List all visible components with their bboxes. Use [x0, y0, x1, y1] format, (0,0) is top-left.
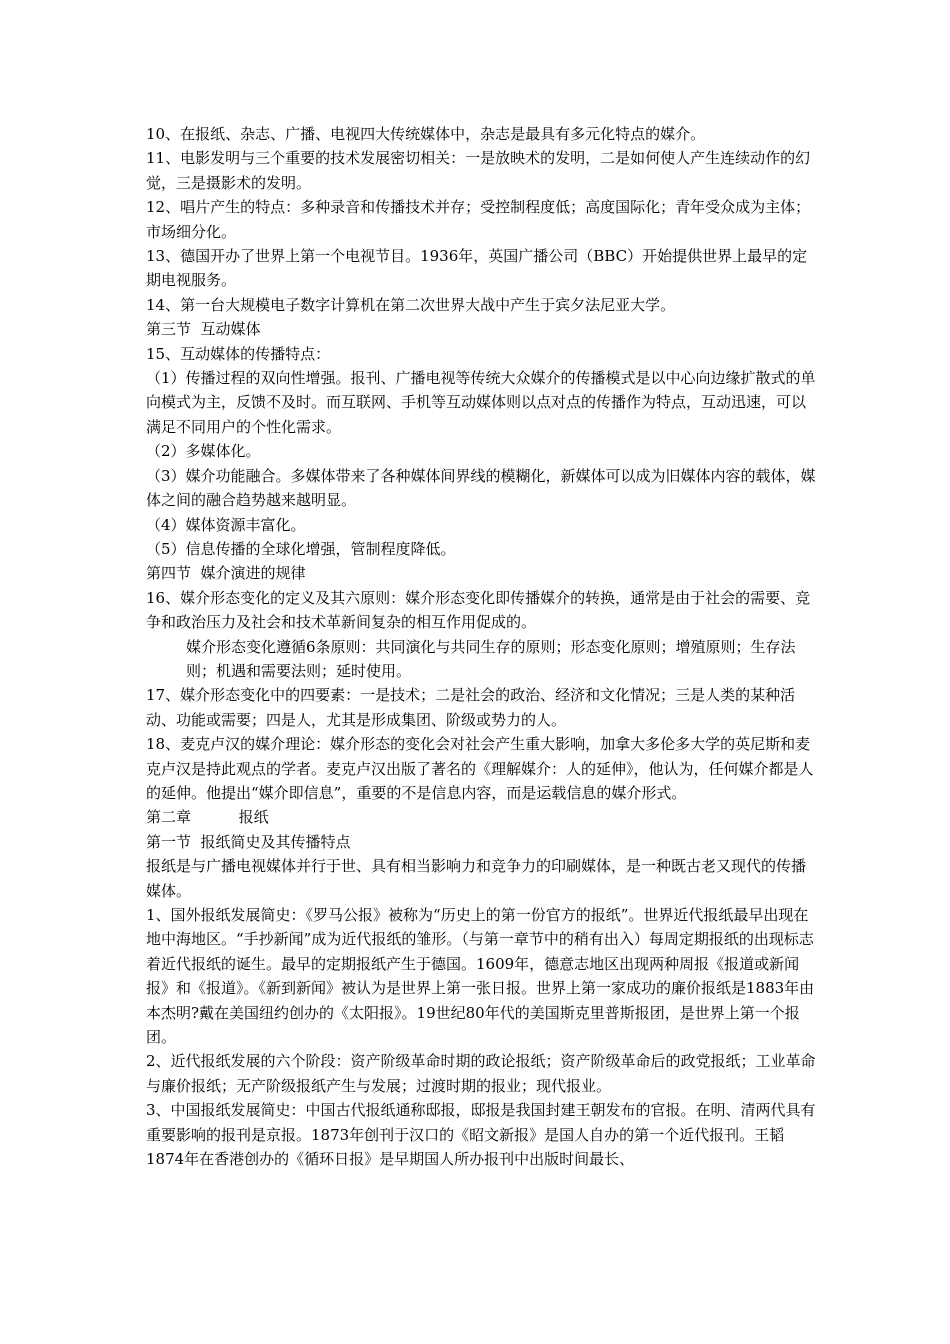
- paragraph: 2、近代报纸发展的六个阶段：资产阶级革命时期的政论报纸；资产阶级革命后的政党报纸；工业革命与廉价报纸；无产阶级报纸产生与发展；过渡时期的报业；现代报业。: [146, 1052, 816, 1095]
- section-heading: 第三节 互动媒体: [146, 320, 261, 339]
- paragraph: 15、互动媒体的传播特点：: [146, 344, 331, 363]
- paragraph: 1、国外报纸发展简史：《罗马公报》被称为“历史上的第一份官方的报纸”。世界近代报纸最早出现在地中海地区。“手抄新闻”成为近代报纸的雏形。（与第一章节中的稍有出入）每周定期报纸的出现标志着近代报纸的诞生。最早的定期报纸产生于德国。1609年，德意志地区出现两种周报《报道或新闻报》和《报道》。《新到新闻》被认为是世界上第一张日报。世界上第一家成功的廉价报纸是1883年由本杰明?戴在美国纽约创办的《太阳报》。19世纪80年代的美国斯克里普斯报团，是世界上第一个报团。: [146, 906, 815, 1047]
- document-page: [146, 122, 818, 1171]
- paragraph: 18、麦克卢汉的媒介理论：媒介形态的变化会对社会产生重大影响，加拿大多伦多大学的英尼斯和麦克卢汉是持此观点的学者。麦克卢汉出版了著名的《理解媒介：人的延伸》，他认为，任何媒介都是人的延伸。他提出“媒介即信息”，重要的不是信息内容，而是运载信息的媒介形式。: [146, 735, 814, 802]
- list-item: （4）媒体资源丰富化。: [146, 515, 306, 534]
- paragraph: 媒介形态变化遵循6条原则：共同演化与共同生存的原则；形态变化原则；增殖原则；生存法则；机遇和需要法则；延时使用。: [186, 637, 796, 680]
- list-item: （1）传播过程的双向性增强。报刊、广播电视等传统大众媒介的传播模式是以中心向边缘扩散式的单向模式为主，反馈不及时。而互联网、手机等互动媒体则以点对点的传播作为特点，互动迅速，可以满足不同用户的个性化需求。: [146, 369, 816, 436]
- paragraph: 10、在报纸、杂志、广播、电视四大传统媒体中，杂志是最具有多元化特点的媒介。: [146, 125, 706, 143]
- list-item: （2）多媒体化。: [146, 442, 261, 461]
- paragraph: 13、德国开办了世界上第一个电视节目。1936年，英国广播公司（BBC）开始提供世界上最早的定期电视服务。: [146, 247, 808, 290]
- paragraph: 16、媒介形态变化的定义及其六原则：媒介形态变化即传播媒介的转换，通常是由于社会的需要、竞争和政治压力及社会和技术革新间复杂的相互作用促成的。: [146, 588, 811, 632]
- list-item: （3）媒介功能融合。多媒体带来了各种媒体间界线的模糊化，新媒体可以成为旧媒体内容的载体，媒体之间的融合趋势越来越明显。: [146, 466, 816, 510]
- chapter-heading: 第二章 报纸: [146, 808, 269, 827]
- paragraph: 3、中国报纸发展简史：中国古代报纸通称邸报，邸报是我国封建王朝发布的官报。在明、清两代具有重要影响的报刊是京报。1873年创刊于汉口的《昭文新报》是国人自办的第一个近代报刊。王韬1874年在香港创办的《循环日报》是早期国人所办报刊中出版时间最长、: [146, 1101, 816, 1169]
- paragraph: 14、第一台大规模电子数字计算机在第二次世界大战中产生于宾夕法尼亚大学。: [146, 295, 676, 314]
- section-heading: 第四节 媒介演进的规律: [146, 564, 306, 583]
- list-item: （5）信息传播的全球化增强，管制程度降低。: [146, 539, 456, 558]
- paragraph: 12、唱片产生的特点：多种录音和传播技术并存；受控制程度低；高度国际化；青年受众成为主体；市场细分化。: [146, 198, 811, 241]
- paragraph: 报纸是与广播电视媒体并行于世、具有相当影响力和竞争力的印刷媒体，是一种既古老又现代的传播媒体。: [146, 857, 807, 900]
- section-heading: 第一节 报纸简史及其传播特点: [146, 832, 351, 851]
- paragraph: 11、电影发明与三个重要的技术发展密切相关：一是放映术的发明，二是如何使人产生连续动作的幻觉，三是摄影术的发明。: [146, 149, 811, 192]
- paragraph: 17、媒介形态变化中的四要素：一是技术；二是社会的政治、经济和文化情况；三是人类的某种活动、功能或需要；四是人，尤其是形成集团、阶级或势力的人。: [146, 686, 796, 729]
